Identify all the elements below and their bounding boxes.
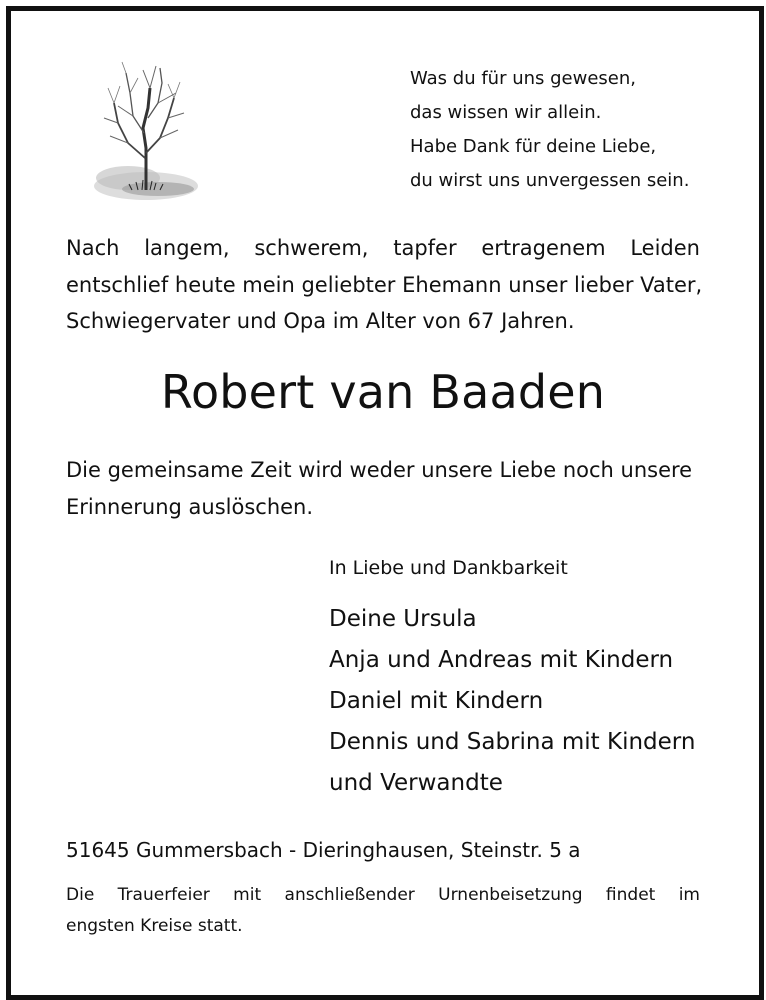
note-line: engsten Kreise statt.	[66, 916, 243, 936]
address: 51645 Gummersbach - Dieringhausen, Steinstr. 5 a	[66, 838, 581, 862]
family-member: Deine Ursula	[329, 606, 477, 632]
poem-line: du wirst uns unvergessen sein.	[410, 170, 690, 191]
closing-text: In Liebe und Dankbarkeit	[329, 557, 568, 579]
family-member: und Verwandte	[329, 770, 503, 796]
poem-line: das wissen wir allein.	[410, 102, 602, 123]
deceased-name: Robert van Baaden	[160, 365, 606, 419]
intro-text	[66, 230, 703, 340]
intro-line: Schwiegervater und Opa im Alter von 67 Jahren.	[66, 309, 575, 333]
intro-line: Nach langem, schwerem, tapfer ertragenem Leiden	[66, 236, 700, 260]
family-member: Daniel mit Kindern	[329, 688, 544, 714]
memory-line: Die gemeinsame Zeit wird weder unsere Liebe noch unsere	[66, 458, 693, 482]
poem-line: Was du für uns gewesen,	[410, 68, 636, 89]
intro-line: entschlief heute mein geliebter Ehemann unser lieber Vater,	[66, 272, 703, 297]
family-member: Dennis und Sabrina mit Kindern	[329, 729, 696, 755]
funeral-note	[66, 880, 700, 942]
poem	[410, 62, 730, 198]
family-list	[329, 599, 695, 804]
memory-line: Erinnerung auslöschen.	[66, 495, 314, 519]
tree-icon	[88, 58, 198, 208]
poem-line: Habe Dank für deine Liebe,	[410, 136, 657, 157]
family-member: Anja und Andreas mit Kindern	[329, 647, 674, 673]
memory-text	[66, 452, 706, 526]
note-line: Die Trauerfeier mit anschließender Urnenbeisetzung findet im	[66, 885, 700, 905]
